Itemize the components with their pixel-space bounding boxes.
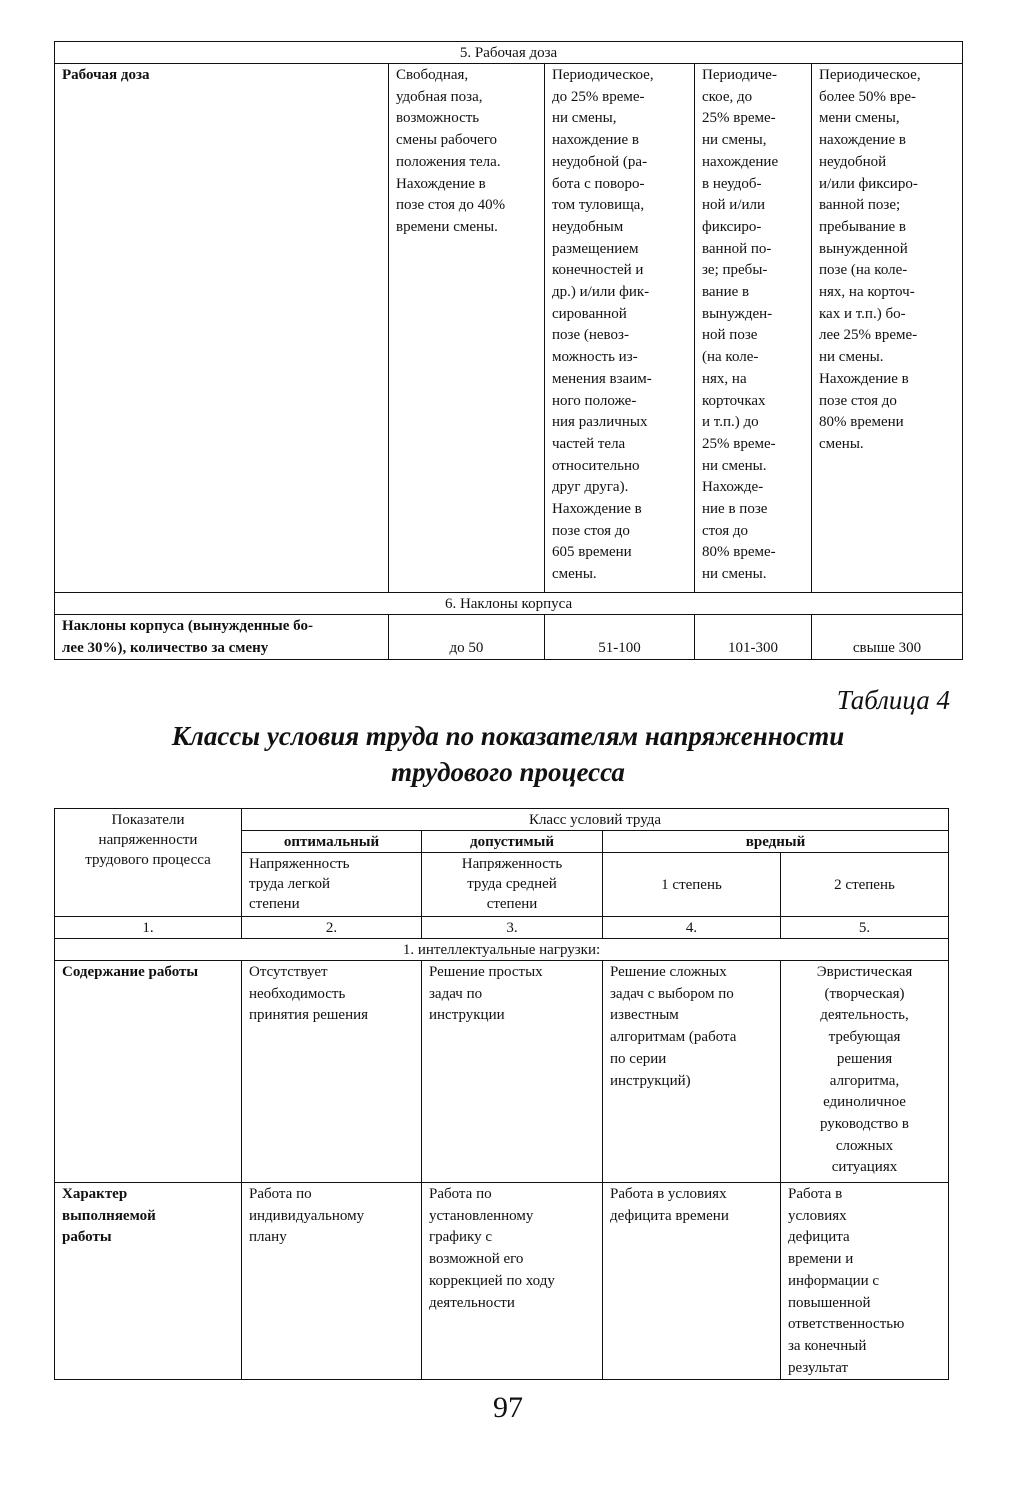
cell-acceptable: Периодическое, до 25% време- ни смены, нахождение в неудобной (ра- бота с поворо- том туловища, неудобным размещением конечностей и др.) и/или фик- сированной позе (невоз- можность из- менения взаим- ного положе- ния различных частей тела относительно друг друга). Нахождение в позе стоя до 605 времени смены. <box>545 64 695 593</box>
row-label-work-content: Содержание работы <box>55 961 242 1183</box>
row-label-work-character: Характер выполняемой работы <box>55 1183 242 1380</box>
cell: Работа по индивидуальному плану <box>242 1183 422 1380</box>
cell: Работа в условиях дефицита времени и информации с повышенной ответственностью за конечный результат <box>781 1183 949 1380</box>
cell: Работа по установленному графику с возможной его коррекцией по ходу деятельности <box>422 1183 603 1380</box>
header-work-class: Класс условий труда <box>242 809 949 831</box>
section-row <box>55 42 963 64</box>
table-title <box>0 718 1016 790</box>
section-1-header: 1. интеллектуальные нагрузки: <box>55 939 949 961</box>
header-optimal: оптимальный <box>242 831 422 853</box>
page-number: 97 <box>493 1391 523 1424</box>
header-indicators: Показатели напряженности трудового процесса <box>55 809 242 917</box>
sub-degree-1: 1 степень <box>603 853 781 917</box>
table-row <box>55 961 949 1183</box>
cell: Отсутствует необходимость принятия решения <box>242 961 422 1183</box>
header-row <box>55 809 949 831</box>
table-row <box>55 64 963 593</box>
cell-bends-optimal: до 50 <box>389 615 545 660</box>
section-row <box>55 593 963 615</box>
section-5-header: 5. Рабочая доза <box>55 42 963 64</box>
table-row <box>55 615 963 660</box>
cell: Работа в условиях дефицита времени <box>603 1183 781 1380</box>
col-number: 2. <box>242 917 422 939</box>
cell-bends-harmful-2: свыше 300 <box>812 615 963 660</box>
cell-bends-acceptable: 51-100 <box>545 615 695 660</box>
section-row <box>55 939 949 961</box>
working-posture-table <box>54 41 963 660</box>
section-6-header: 6. Наклоны корпуса <box>55 593 963 615</box>
col-number: 5. <box>781 917 949 939</box>
col-number: 1. <box>55 917 242 939</box>
col-number: 3. <box>422 917 603 939</box>
cell-harmful-2: Периодическое, более 50% вре- мени смены, нахождение в неудобной и/или фиксиро- ванной позе; пребывание в вынужденной позе (на коле- нях, на корточ- ках и т.п.) бо- лее 25% време- ни смены. Нахождение в позе стоя до 80% времени смены. <box>812 64 963 593</box>
cell-bends-harmful-1: 101-300 <box>695 615 812 660</box>
sub-acceptable: Напряженность труда средней степени <box>422 853 603 917</box>
sub-optimal: Напряженность труда легкой степени <box>242 853 422 917</box>
cell-harmful-1: Периодиче- ское, до 25% време- ни смены, нахождение в неудоб- ной и/или фиксиро- ванной по- зе; пребы- вание в вынужден- ной позе (на коле- нях, на корточках и т.п.) до 25% време- ни смены. Нахожде- ние в позе стоя до 80% време- ни смены. <box>695 64 812 593</box>
cell: Эвристическая (творческая) деятельность, требующая решения алгоритма, единоличное руководство в сложных ситуациях <box>781 961 949 1183</box>
row-label-working-posture: Рабочая доза <box>55 64 389 593</box>
table-title-line-1: Классы условия труда по показателям напряженности <box>171 721 845 751</box>
cell: Решение сложных задач с выбором по известным алгоритмам (работа по серии инструкций) <box>603 961 781 1183</box>
header-acceptable: допустимый <box>422 831 603 853</box>
work-intensity-table <box>54 808 949 1380</box>
cell-optimal: Свободная, удобная поза, возможность смены рабочего положения тела. Нахождение в позе стоя до 40% времени смены. <box>389 64 545 593</box>
table-caption: Таблица 4 <box>836 685 950 715</box>
header-harmful: вредный <box>603 831 949 853</box>
table-row <box>55 1183 949 1380</box>
cell: Решение простых задач по инструкции <box>422 961 603 1183</box>
sub-degree-2: 2 степень <box>781 853 949 917</box>
col-number: 4. <box>603 917 781 939</box>
table-title-line-2: трудового процесса <box>391 757 625 787</box>
column-number-row <box>55 917 949 939</box>
row-label-body-bends: Наклоны корпуса (вынужденные бо- лее 30%), количество за смену <box>55 615 389 660</box>
